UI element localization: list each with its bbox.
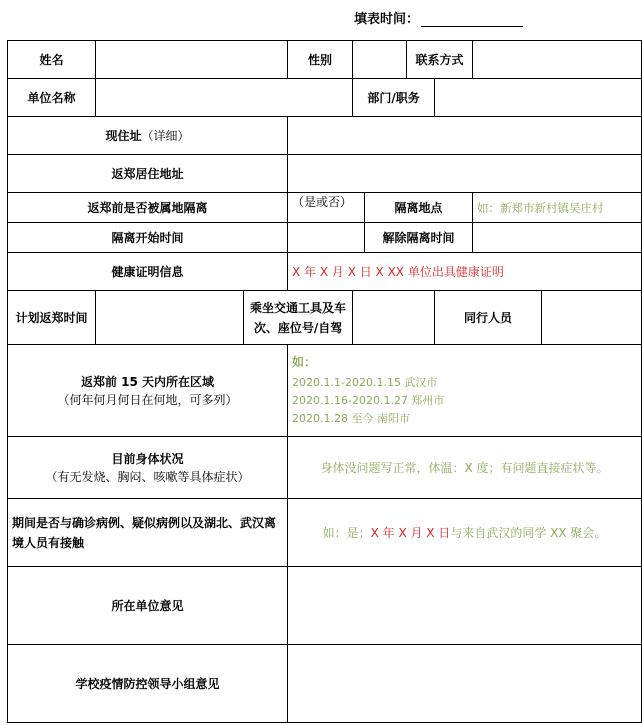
row-unit [8,79,642,117]
plan-time-label: 计划返郑时间 [8,291,96,345]
row-address [8,117,642,155]
quarantine-start-label: 隔离开始时间 [8,223,288,253]
contact-example-date: X 年 X 月 X 日 [370,526,451,540]
address-label: 现住址 [105,129,142,143]
fill-time-input[interactable] [421,14,523,27]
row-health-status [8,437,642,499]
quarantine-hint: （是或否） [292,195,353,209]
row-health-cert [8,253,642,291]
companion-field[interactable] [542,291,642,345]
quarantine-place-field[interactable] [473,193,642,223]
quarantine-label: 返郑前是否被属地隔离 [8,193,288,223]
row-return-address [8,155,642,193]
quarantine-place-example: 如：新郑市新村镇吴庄村 [477,200,604,215]
transport-label: 乘坐交通工具及车次、座位号/自驾 [244,291,353,345]
quarantine-end-label: 解除隔离时间 [365,223,473,253]
address-field[interactable] [288,117,642,155]
school-opinion-field[interactable] [288,645,642,723]
contact-example-prefix: 如：是； [322,526,371,540]
return-address-field[interactable] [288,155,642,193]
area-example-title: 如： [292,355,317,369]
health-status-label-cell [8,437,288,499]
quarantine-start-field[interactable] [288,223,365,253]
row-school-opinion [8,645,642,723]
quarantine-field[interactable] [288,193,365,223]
address-label-cell [8,117,288,155]
row-unit-opinion [8,567,642,645]
registration-form [7,40,642,723]
gender-field[interactable] [353,41,407,79]
contact-example-suffix: 与来自武汉的同学 XX 聚会。 [450,526,607,540]
return-address-label: 返郑居住地址 [8,155,288,193]
health-cert-example: X 年 X 月 X 日 X XX 单位出具健康证明 [292,265,504,279]
area-label-cell [8,345,288,437]
row-name [8,41,642,79]
name-label: 姓名 [8,41,96,79]
row-travel-history [8,345,642,437]
area-example-line: 2020.1.28 至今 南阳市 [292,412,410,425]
unit-opinion-field[interactable] [288,567,642,645]
row-travel-plan [8,291,642,345]
contact-label: 联系方式 [407,41,473,79]
dept-field[interactable] [435,79,642,117]
plan-time-field[interactable] [96,291,244,345]
unit-label: 单位名称 [8,79,96,117]
fill-time-label: 填表时间： [354,12,420,27]
school-opinion-label: 学校疫情防控领导小组意见 [8,645,288,723]
contact-field[interactable] [473,41,642,79]
unit-field[interactable] [96,79,353,117]
contact-history-field[interactable] [288,499,642,567]
health-status-field[interactable] [288,437,642,499]
fill-time [354,8,523,27]
quarantine-end-field[interactable] [473,223,642,253]
unit-opinion-label: 所在单位意见 [8,567,288,645]
name-field[interactable] [96,41,288,79]
transport-field[interactable] [353,291,435,345]
health-status-example: 身体没问题写正常，体温：X 度；有问题直接症状等。 [320,461,609,475]
health-cert-label: 健康证明信息 [8,253,288,291]
area-field[interactable] [288,345,642,437]
health-status-note: （有无发烧、胸闷、咳嗽等具体症状） [45,469,250,484]
area-example-line: 2020.1.16-2020.1.27 郑州市 [292,394,445,407]
area-example-line: 2020.1.1-2020.1.15 武汉市 [292,376,438,389]
health-cert-field[interactable] [288,253,642,291]
address-note: （详细） [141,129,190,143]
row-quarantine [8,193,642,223]
row-quarantine-time [8,223,642,253]
gender-label: 性别 [288,41,353,79]
contact-history-label: 期间是否与确诊病例、疑似病例以及湖北、武汉离境人员有接触 [8,499,288,567]
companion-label: 同行人员 [435,291,542,345]
quarantine-place-label: 隔离地点 [365,193,473,223]
health-status-label: 目前身体状况 [111,451,184,466]
dept-label: 部门/职务 [353,79,435,117]
area-label: 返郑前 15 天内所在区域 [80,374,215,389]
area-note: （何年何月何日在何地，可多列） [57,392,238,407]
row-contact-history [8,499,642,567]
